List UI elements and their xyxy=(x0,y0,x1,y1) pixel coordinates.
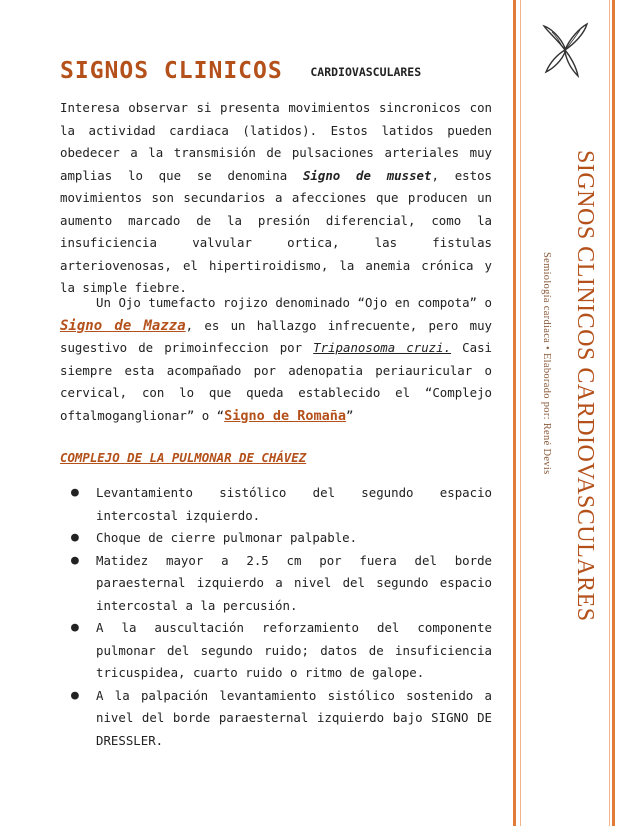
paragraph-text: , estos movimientos son secundarios a afecciones que producen un aumento marcado de la presión diferencial, como la insuficiencia valvular ortica, las fistulas arteriovenosas, el hipertiroidismo, la anemia crónica y la simple fiebre. xyxy=(60,167,492,295)
list-item-text: Matidez mayor a 2.5 cm por fuera del borde paraesternal izquierdo a nivel del segundo espacio intercostal a la percusión. xyxy=(96,552,492,613)
list-item-text: Levantamiento sistólico del segundo espacio intercostal izquierdo. xyxy=(96,485,492,523)
signo-musset: Signo de musset xyxy=(302,167,432,183)
butterfly-logo xyxy=(540,22,590,78)
side-title: SIGNOS CLINICOS CARDIOVASCULARES xyxy=(572,150,598,622)
side-subtitle: Semiología cardiaca • Elaborado por: René Devis xyxy=(541,252,552,475)
list-item-text: A la auscultación reforzamiento del componente pulmonar del segundo ruido; datos de insuficiencia tricuspidea, cuarto ruido o ritmo de galope. xyxy=(96,620,492,680)
page-title xyxy=(60,58,421,84)
list-item-text: Choque de cierre pulmonar palpable. xyxy=(96,530,358,545)
bullet-icon: ● xyxy=(71,687,79,703)
bullet-icon: ● xyxy=(71,530,79,545)
bullet-icon: ● xyxy=(71,485,79,500)
list-item xyxy=(60,482,492,527)
signo-mazza: Signo de Mazza xyxy=(60,317,186,334)
list-item xyxy=(60,527,492,550)
paragraph-mazza xyxy=(60,292,492,427)
bullet-icon: ● xyxy=(71,552,79,568)
bullet-icon: ● xyxy=(71,620,79,635)
section-heading: COMPLEJO DE LA PULMONAR DE CHÁVEZ xyxy=(60,450,307,465)
paragraph-text: Casi siempre esta acompañado por adenopatia periauricular o cervical, con lo que queda establecido el “Complejo oftalmoganglionar” o “ xyxy=(60,340,492,423)
bullet-list xyxy=(60,482,492,752)
paragraph-text: Interesa observar si presenta movimientos sincronicos con la actividad cardiaca (latidos). Estos latidos pueden obedecer a la transmisión de pulsaciones arteriales muy amplias lo que se denomina xyxy=(60,100,492,183)
tripanosoma-cruzi: Tripanosoma cruzi. xyxy=(313,340,452,355)
list-item xyxy=(60,685,492,753)
list-item xyxy=(60,617,492,685)
list-item-text: A la palpación levantamiento sistólico sostenido a nivel del borde paraesternal izquierdo bajo SIGNO DE DRESSLER. xyxy=(96,687,492,748)
title-sub: CARDIOVASCULARES xyxy=(310,65,422,79)
paragraph-text: , es un hallazgo infrecuente, pero muy sugestivo de primoinfeccion por xyxy=(60,317,492,355)
signo-romana: Signo de Romaña xyxy=(224,407,347,424)
side-band xyxy=(513,0,615,826)
title-main: SIGNOS CLINICOS xyxy=(60,58,283,84)
paragraph-musset xyxy=(60,97,492,300)
paragraph-text: Un Ojo tumefacto rojizo denominado “Ojo en compota” o xyxy=(96,295,492,310)
list-item xyxy=(60,550,492,618)
paragraph-text: ” xyxy=(346,407,354,423)
